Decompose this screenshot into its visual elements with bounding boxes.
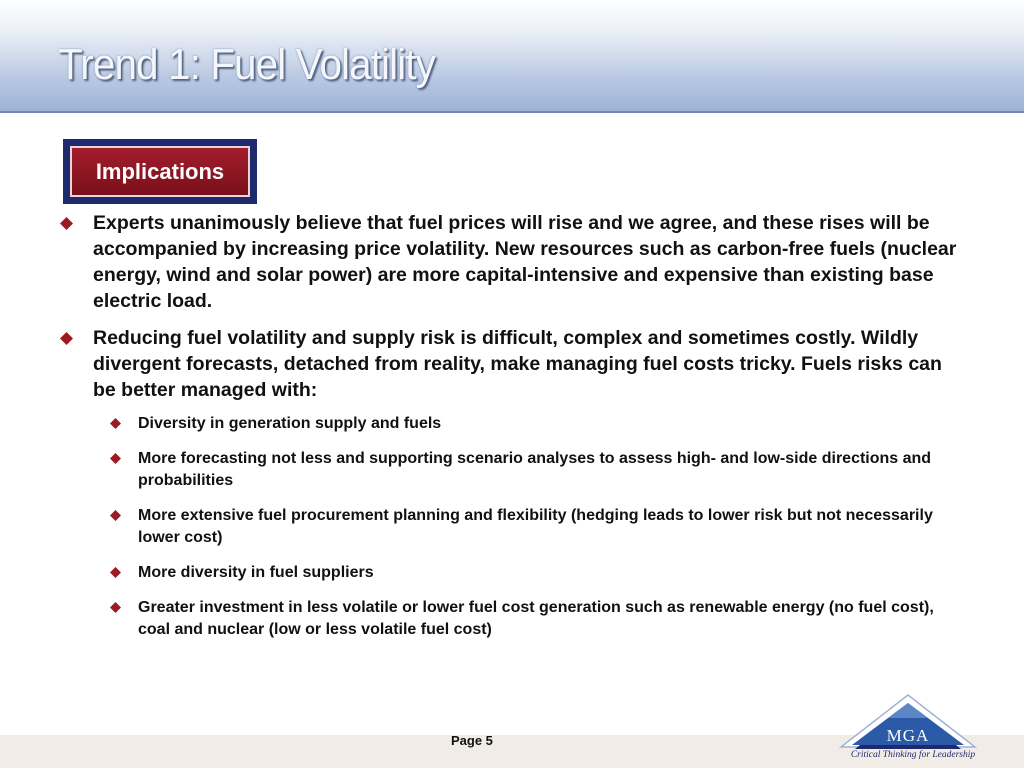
sub-bullet-text: Diversity in generation supply and fuels bbox=[138, 415, 442, 432]
slide-title: Trend 1: Fuel Volatility bbox=[58, 40, 435, 89]
title-bar bbox=[0, 0, 1024, 113]
sub-bullet-list bbox=[93, 413, 968, 641]
sub-bullet-item bbox=[93, 562, 968, 584]
diamond-bullet-icon bbox=[110, 418, 121, 429]
implications-box bbox=[63, 139, 257, 204]
logo-letters: MGA bbox=[886, 726, 930, 745]
sub-bullet-text: More forecasting not less and supporting scenario analyses to assess high- and low-side directions and probabilities bbox=[138, 450, 932, 489]
diamond-bullet-icon bbox=[110, 602, 121, 613]
page-number: Page 5 bbox=[451, 733, 493, 748]
sub-bullet-item bbox=[93, 597, 968, 641]
sub-bullet-text: More diversity in fuel suppliers bbox=[138, 564, 374, 581]
bullet-text: Experts unanimously believe that fuel prices will rise and we agree, and these rises will be accompanied by increasing price volatility. New resources such as carbon-free fuels (nuclear energy, wind and solar power) are more capital-intensive and expensive than existing base electric load. bbox=[93, 212, 957, 312]
bullet-text: Reducing fuel volatility and supply risk is difficult, complex and sometimes costly. Wildly divergent forecasts, detached from reality, make managing fuel costs tricky. Fuels risks can be better managed with: bbox=[93, 327, 942, 401]
bullet-list bbox=[58, 210, 968, 654]
diamond-bullet-icon bbox=[60, 332, 73, 345]
implications-inner bbox=[70, 146, 250, 197]
logo-tagline: Critical Thinking for Leadership bbox=[850, 750, 976, 760]
diamond-bullet-icon bbox=[110, 453, 121, 464]
sub-bullet-text: More extensive fuel procurement planning and flexibility (hedging leads to lower risk but not necessarily lower cost) bbox=[138, 507, 933, 546]
sub-bullet-item bbox=[93, 505, 968, 549]
diamond-bullet-icon bbox=[110, 510, 121, 521]
sub-bullet-item bbox=[93, 448, 968, 492]
bullet-item bbox=[58, 210, 968, 314]
diamond-bullet-icon bbox=[110, 567, 121, 578]
sub-bullet-text: Greater investment in less volatile or lower fuel cost generation such as renewable energy (no fuel cost), coal and nuclear (low or less volatile fuel cost) bbox=[138, 599, 934, 638]
implications-label: Implications bbox=[95, 158, 225, 184]
sub-bullet-item bbox=[93, 413, 968, 435]
bullet-item bbox=[58, 325, 968, 641]
diamond-bullet-icon bbox=[60, 217, 73, 230]
